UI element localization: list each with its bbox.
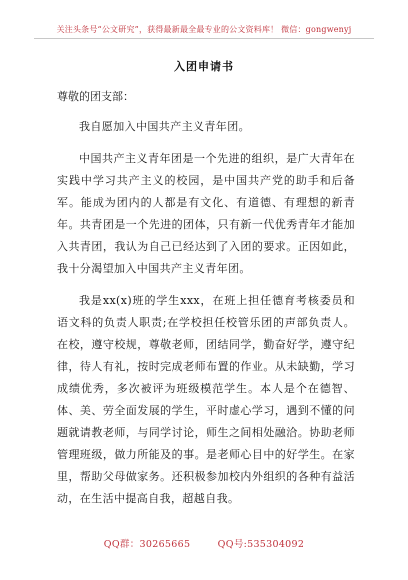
contact-footer [0,536,408,550]
salutation: 尊敬的团支部： [57,90,134,103]
qq-group-text: QQ群：30265665 [103,539,191,550]
paragraph: 我是xx(x)班的学生xxx，在班上担任德育考核委员和语文科的负责人职责;在学校担任校管乐团的声部负责人。在校，遵守校规，尊敬老师，团结同学，勤奋好学，遵守纪律，待人有礼，按时完成老师布置的作业。从未缺勤，学习成绩优秀，多次被评为班级模范学生。本人是个在德智、体、美、劳全面发展的学生，平时虚心学习，遇到不懂的问题就请教老师，与同学讨论，师生之间相处融洽。协助老师管理班级，做力所能及的事。是老师心目中的好学生。在家里，帮助父母做家务。还积极参加校内外组织的各种有益活动，在生活中提高自我，超越自我。 [57,294,355,505]
document-body [57,86,355,520]
paragraph: 我自愿加入中国共产主义青年团。 [79,120,250,133]
qq-number-text: QQ号:535304092 [217,539,305,550]
paragraph: 中国共产主义青年团是一个先进的组织，是广大青年在实践中学习共产主义的校园，是中国共产党的助手和后备军。能成为团内的人都是有文化、有道德、有理想的新青年。共青团是一个先进的团体，只有新一代优秀青年才能加入共青团，我认为自己已经达到了入团的要求。正因如此，我十分渴望加入中国共产主义青年团。 [57,152,355,275]
document-title: 入团申请书 [174,60,234,73]
promo-header: 关注头条号“公文研究”，获得最新最全最专业的公文资料库！ 微信：gongwenyj [56,25,352,34]
header-divider [34,38,374,39]
